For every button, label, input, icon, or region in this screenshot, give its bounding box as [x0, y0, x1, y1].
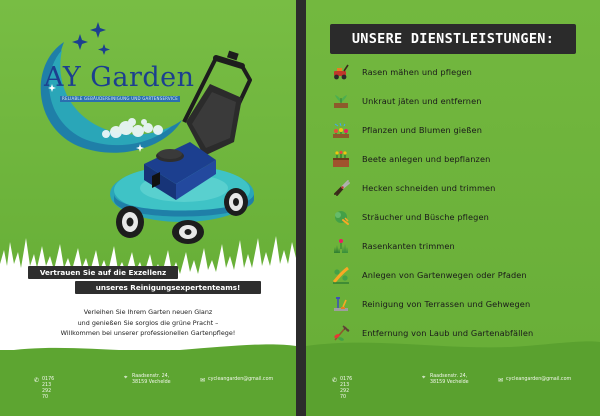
- welcome-line: und genießen Sie sorglos die grüne Pracht –: [77, 318, 219, 327]
- hedge-shears-icon: [332, 179, 350, 197]
- service-label: Reinigung von Terrassen und Gehwegen: [362, 299, 531, 309]
- service-label: Unkraut jäten und entfernen: [362, 96, 482, 106]
- slogan-banner-line2: unseres Reinigungsexpertenteams!: [75, 281, 261, 294]
- logo-title: AY Garden: [44, 62, 195, 93]
- email-address: cycleangarden@gmail.com: [208, 377, 274, 382]
- terrace-cleaning-icon: [332, 295, 350, 313]
- email-icon: ✉: [200, 376, 206, 384]
- lawn-mower-illustration: [100, 44, 270, 244]
- shrub-icon: [332, 208, 350, 226]
- service-label: Beete anlegen und bepflanzen: [362, 154, 491, 164]
- email-contact[interactable]: [200, 377, 273, 383]
- location-pin-icon: ⌖: [124, 373, 128, 381]
- address-city: 38159 Vechelde: [132, 380, 171, 385]
- service-item: [332, 62, 472, 82]
- service-item: [332, 265, 527, 285]
- service-item: [332, 91, 482, 111]
- watering-icon: [332, 121, 350, 139]
- welcome-line: Verleihen Sie Ihrem Garten neuen Glanz: [83, 308, 213, 316]
- service-label: Pflanzen und Blumen gießen: [362, 125, 482, 135]
- service-label: Sträucher und Büsche pflegen: [362, 212, 489, 222]
- phone-icon: ✆: [34, 376, 40, 384]
- service-item: [332, 149, 490, 169]
- phone-number: 0176 213 292 70: [340, 377, 353, 400]
- lawn-edge-icon: [332, 237, 350, 255]
- service-item: [332, 294, 530, 314]
- weeding-icon: [332, 92, 350, 110]
- phone-icon: ✆: [332, 376, 338, 384]
- address-city: 38159 Vechelde: [430, 380, 469, 385]
- email-contact[interactable]: [498, 377, 571, 383]
- phone-number: 0176 213 292 70: [42, 377, 55, 400]
- flyer-front-page: [0, 0, 296, 416]
- address-contact: [124, 374, 171, 386]
- location-pin-icon: ⌖: [422, 373, 426, 381]
- service-item: [332, 236, 455, 256]
- email-icon: ✉: [498, 376, 504, 384]
- logo-tagline: RELIABLE GEBÄUDEREINIGUNG UND GARTENSERVICE: [60, 96, 180, 102]
- flyer-back-page: [306, 0, 600, 416]
- services-heading: UNSERE DIENSTLEISTUNGEN:: [330, 24, 576, 54]
- service-item: [332, 178, 495, 198]
- slogan-banner-line1: Vertrauen Sie auf die Exzellenz: [28, 266, 178, 279]
- service-label: Hecken schneiden und trimmen: [362, 183, 496, 193]
- address-contact: [422, 374, 469, 386]
- email-address: cycleangarden@gmail.com: [506, 377, 572, 382]
- phone-contact[interactable]: [332, 377, 352, 401]
- address-street: Raadsenstr. 24,: [132, 374, 170, 379]
- service-item: [332, 120, 482, 140]
- service-item: [332, 207, 489, 227]
- service-label: Anlegen von Gartenwegen oder Pfaden: [362, 270, 527, 280]
- welcome-line: Willkommen bei unserer professionellen Gartenpflege!: [60, 329, 236, 337]
- address-street: Raadsenstr. 24,: [430, 374, 468, 379]
- phone-contact[interactable]: [34, 377, 54, 401]
- service-label: Rasen mähen und pflegen: [362, 67, 472, 77]
- service-label: Entfernung von Laub und Gartenabfällen: [362, 328, 534, 338]
- garden-bed-icon: [332, 150, 350, 168]
- welcome-text: [20, 307, 276, 339]
- lawn-mower-icon: [332, 63, 350, 81]
- garden-path-icon: [332, 266, 350, 284]
- service-label: Rasenkanten trimmen: [362, 241, 455, 251]
